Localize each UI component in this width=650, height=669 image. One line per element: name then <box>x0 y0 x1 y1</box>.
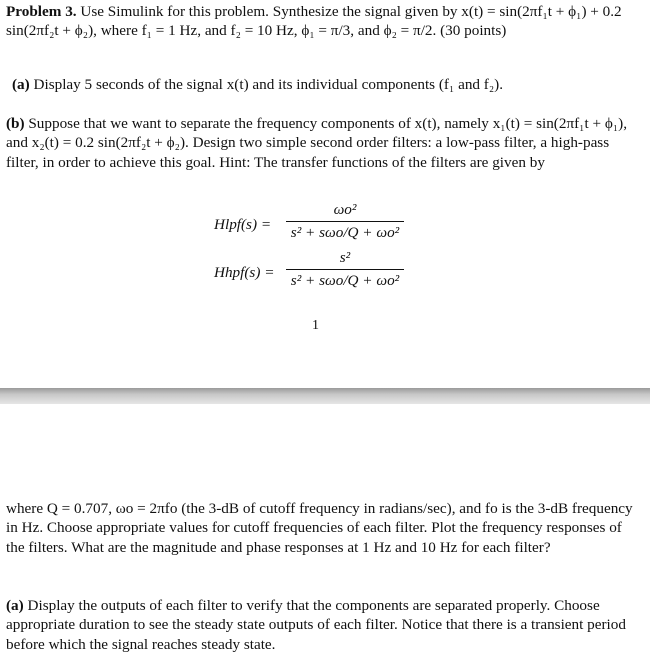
highpass-transfer-function <box>210 248 410 296</box>
part-b-label: (b) <box>6 115 25 132</box>
part-b-text: Suppose that we want to separate the frequency components of x(t), namely x₁(t) = sin(2πf₁t + ϕ₁), and x₂(t) = 0.2 sin(2πf₂t + ϕ₂). Design two simple second order filters: a low-pass filter, a high-pass filter, in order to achieve this goal. Hint: The transfer functions of the filters are given by <box>6 115 627 171</box>
page-number: 1 <box>312 318 319 333</box>
problem-intro: Use Simulink for this problem. Synthesize the signal given by x(t) = sin(2πf₁t + ϕ₁) + 0.2 sin(2πf₂t + ϕ₂), where f₁ = 1 Hz, and f₂ = 10 Hz, ϕ₁ = π/3, and ϕ₂ = π/2. (30 points) <box>6 3 622 40</box>
problem-label: Problem 3. <box>6 3 77 20</box>
part-a-label: (a) <box>12 76 30 93</box>
highpass-lhs: Hhpf(s) = <box>214 264 275 281</box>
part-b-statement <box>6 114 636 172</box>
lowpass-denominator: s² + sωo/Q + ωo² <box>290 224 400 241</box>
highpass-fraction <box>286 248 404 291</box>
part-a2-label: (a) <box>6 597 24 614</box>
problem-statement <box>6 2 636 41</box>
lowpass-fraction <box>286 200 404 243</box>
part-a-text: Display 5 seconds of the signal x(t) and its individual components (f₁ and f₂). <box>33 76 504 93</box>
continuation-text: where Q = 0.707, ωo = 2πfo (the 3-dB of cutoff frequency in radians/sec), and fo is the 3-dB frequency in Hz. Choose appropriate values for cutoff frequencies of each filter. Plot the frequency responses of the filters. What are the magnitude and phase responses at 1 Hz and 10 Hz for each filter? <box>6 500 633 556</box>
part-a2-text: Display the outputs of each filter to verify that the components are separated properly. Choose appropriate duration to see the steady state outputs of each filter. Notice that there is a transient period before which the signal reaches steady state. <box>6 597 626 653</box>
continuation-paragraph <box>6 499 636 557</box>
lowpass-transfer-function <box>210 200 410 248</box>
part-a2-statement <box>6 596 636 654</box>
lowpass-fraction-bar <box>286 221 404 222</box>
lowpass-lhs: Hlpf(s) = <box>214 216 272 233</box>
highpass-numerator: s² <box>339 249 351 266</box>
lowpass-numerator: ωo² <box>333 201 357 218</box>
highpass-fraction-bar <box>286 269 404 270</box>
highpass-denominator: s² + sωo/Q + ωo² <box>290 272 400 289</box>
page-break-divider <box>0 388 650 404</box>
transfer-functions <box>210 200 410 296</box>
part-a-statement <box>12 75 642 94</box>
